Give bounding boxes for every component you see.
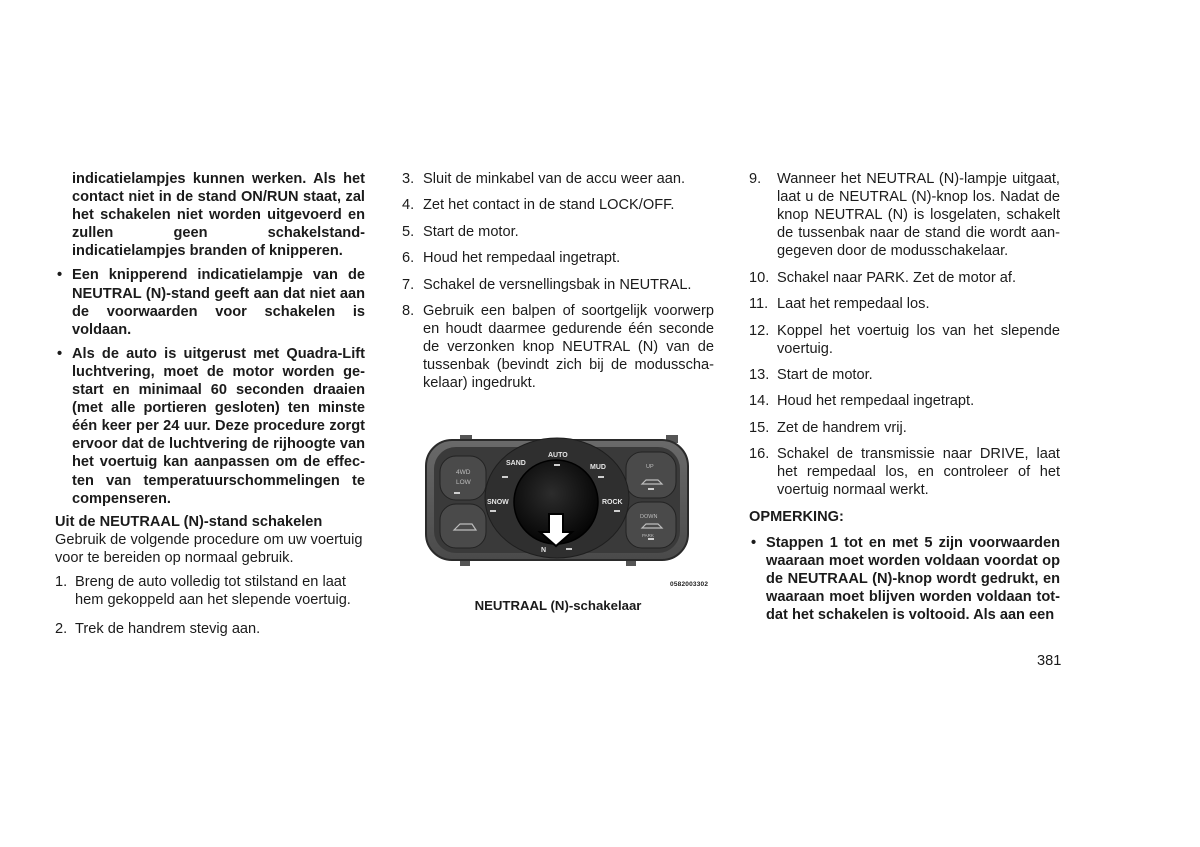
figure-code: 0582003302 — [670, 581, 709, 588]
step-text: Schakel naar PARK. Zet de motor af. — [777, 269, 1017, 286]
step-number: 12. — [749, 322, 770, 339]
neutral-switch-figure — [420, 432, 716, 594]
step-text: Gebruik een balpen of soortgelijk voorwerp en houdt daarmee gedurende één seconde de verzonken knop NEUTRAL (N) van de tussenbak (bevindt zich bij de modusscha-kelaar) ingedrukt. — [423, 302, 714, 392]
step-number: 11. — [749, 296, 769, 313]
section-heading: Uit de NEUTRAAL (N)-stand schakelen — [55, 513, 323, 530]
note-bullet — [749, 534, 1060, 624]
step-item — [402, 276, 714, 294]
neutral-label: N — [541, 547, 547, 554]
step-item — [402, 196, 714, 214]
step-number: 14. — [749, 393, 770, 410]
note-heading: OPMERKING: — [749, 508, 844, 525]
lift-down-button — [626, 502, 676, 548]
neutral-switch-panel-illustration — [420, 432, 716, 594]
step-number: 9. — [749, 171, 762, 187]
down-label: DOWN — [640, 514, 658, 520]
fourwd-low-button — [440, 456, 486, 500]
page-number: 381 — [1037, 653, 1062, 669]
section-intro: Gebruik de volgende procedure om uw voertuig voor te bereiden op normaal gebruik. — [55, 531, 363, 566]
bullet-text: Als de auto is uitgerust met Quadra-Lift luchtvering, moet de motor worden ge-start en minimaal 60 seconden draaien (met alle portieren gesloten) ten minste één keer per 24 uur. Deze procedure zorgt ervoor dat de luchtvering de rijhoogte van het voertuig kan aanpassen om de effec-ten van temperatuurschommelingen te compenseren. — [72, 345, 365, 507]
step-number: 8. — [402, 302, 415, 319]
low-label: LOW — [456, 479, 471, 486]
step-item — [402, 249, 714, 267]
step-item — [749, 366, 1060, 384]
right-column — [749, 170, 1060, 624]
step-text: Start de motor. — [777, 367, 873, 384]
mud-label: MUD — [590, 464, 606, 471]
step-number: 15. — [749, 419, 770, 436]
step-number: 6. — [402, 250, 415, 267]
step-item — [749, 295, 1060, 313]
step-number: 4. — [402, 197, 415, 214]
warning-continuation: indicatielampjes kunnen werken. Als het contact niet in de stand ON/RUN staat, zal het schakelen niet worden uitgevoerd en zullen geen schakelstand-indicatielampjes branden of knipperen. — [72, 171, 365, 260]
lift-up-button — [626, 452, 676, 498]
bullet-icon: • — [57, 345, 63, 362]
step-text: Schakel de versnellingsbak in NEUTRAL. — [423, 276, 692, 293]
fourwd-label: 4WD — [456, 469, 471, 476]
step-number: 7. — [402, 276, 415, 293]
step-item — [749, 445, 1060, 499]
up-label: UP — [646, 464, 654, 470]
step-text: Wanneer het NEUTRAL (N)-lampje uitgaat, laat u de NEUTRAL (N)-knop los. Nadat de knop NEUTRAL (N) is losgelaten, schakelt de tussenbak naar de stand die wordt aan-gegeven door de modusschakelaar. — [777, 171, 1060, 260]
step-item — [402, 302, 714, 392]
step-text: Schakel de transmissie naar DRIVE, laat het rempedaal los, en controleer of het voertuig normaal werkt. — [777, 446, 1060, 499]
step-item — [402, 170, 714, 188]
step-text: Start de motor. — [423, 223, 519, 240]
bullet-text: Een knipperend indicatielampje van de NEUTRAL (N)-stand geeft aan dat niet aan de voorwaarden voor schakelen is voldaan. — [72, 267, 365, 338]
step-item — [55, 573, 365, 609]
step-text: Sluit de minkabel van de accu weer aan. — [423, 171, 686, 187]
step-item — [55, 620, 365, 638]
note-bullet-text: Stappen 1 tot en met 5 zijn voorwaarden waaraan moet worden voldaan voordat op de NEUTRAAL (N)-knop wordt gedrukt, en waaraan moet blijven worden voldaan tot-dat het schakelen is voltooid. Als aan een — [766, 534, 1060, 624]
step-text: Houd het rempedaal ingetrapt. — [423, 250, 621, 267]
snow-label: SNOW — [487, 499, 509, 506]
warning-bullet-quadra-lift — [55, 345, 365, 508]
step-item — [402, 223, 714, 241]
step-item — [749, 419, 1060, 437]
figure-caption: NEUTRAAL (N)-schakelaar — [474, 598, 642, 613]
step-text: Koppel het voertuig los van het slepende voertuig. — [777, 322, 1060, 357]
step-number: 2. — [55, 621, 68, 638]
step-text: Laat het rempedaal los. — [777, 296, 930, 313]
auto-label: AUTO — [548, 452, 568, 459]
warning-bullet-blinking-indicator — [55, 266, 365, 338]
rock-label: ROCK — [602, 499, 623, 506]
step-text: Trek de handrem stevig aan. — [75, 621, 261, 638]
middle-column — [402, 170, 714, 401]
left-column — [55, 170, 365, 638]
step-number: 16. — [749, 446, 770, 463]
step-item — [749, 170, 1060, 260]
step-number: 10. — [749, 269, 770, 286]
step-item — [749, 322, 1060, 358]
step-number: 5. — [402, 223, 415, 240]
step-item — [749, 392, 1060, 410]
step-item — [749, 269, 1060, 287]
step-text: Houd het rempedaal ingetrapt. — [777, 393, 975, 410]
step-text: Zet het contact in de stand LOCK/OFF. — [423, 197, 675, 214]
step-number: 13. — [749, 367, 770, 384]
bullet-icon: • — [57, 267, 63, 284]
bullet-icon: • — [751, 534, 757, 551]
step-number: 1. — [55, 573, 68, 590]
sand-label: SAND — [506, 460, 526, 467]
step-number: 3. — [402, 171, 415, 187]
step-text: Zet de handrem vrij. — [777, 419, 907, 436]
step-text: Breng de auto volledig tot stilstand en laat hem gekoppeld aan het slepende voertuig. — [75, 573, 351, 609]
hill-descent-button — [440, 504, 486, 548]
park-label: PARK — [642, 533, 654, 538]
